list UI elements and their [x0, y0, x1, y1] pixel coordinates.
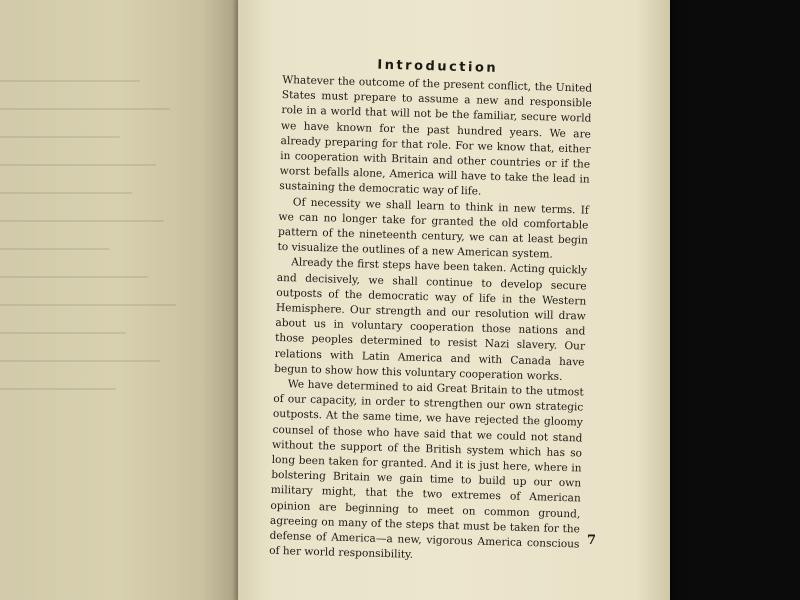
paragraph-3: Already the first steps have been taken. Acting quickly and decisively, we shall continue to develop secure outposts of the democratic way of life in the Western Hemisphere. Our strength and our resolution will draw about us in voluntary cooperation those nations and those peoples determined to resist Nazi slavery. Our relations with Latin America and with Canada have begun to show how this voluntary cooperation works.: [274, 256, 588, 383]
page-number: 7: [587, 533, 597, 548]
paragraph-1: Whatever the outcome of the present conflict, the United States must prepare to assume a new and responsible role in a world that will not be the familiar, secure world we have known for the past hundred years. We are already preparing for that role. For we know that, either in cooperation with Britain and other countries or if the worst befalls alone, America will have to take the lead in sustaining the democratic way of life.: [279, 73, 593, 199]
show-through-text: [0, 80, 200, 460]
paragraph-4: We have determined to aid Great Britain to the utmost of our capacity, in order to strengthen our own strategic outposts. At the same time, we have rejected the gloomy counsel of those who have said that we could not stand without the support of the British system which has so long been taken for granted. And it is just here, where in bolstering Britain we gain time to build up our own military might, that the two extremes of American opinion are beginning to meet on common ground, agreeing on many of the steps that must be taken for the defense of America—a new, vigorous America conscious of her world responsibility.: [268, 378, 584, 562]
page-text: [269, 55, 593, 568]
left-page: [0, 0, 245, 600]
page-title: Introduction: [377, 57, 499, 77]
paragraph-2: Of necessity we shall learn to think in new terms. If we can no longer take for granted the old comfortable pattern of the nineteenth century, we can at least begin to visualize the outlines of a new American system.: [277, 195, 589, 261]
